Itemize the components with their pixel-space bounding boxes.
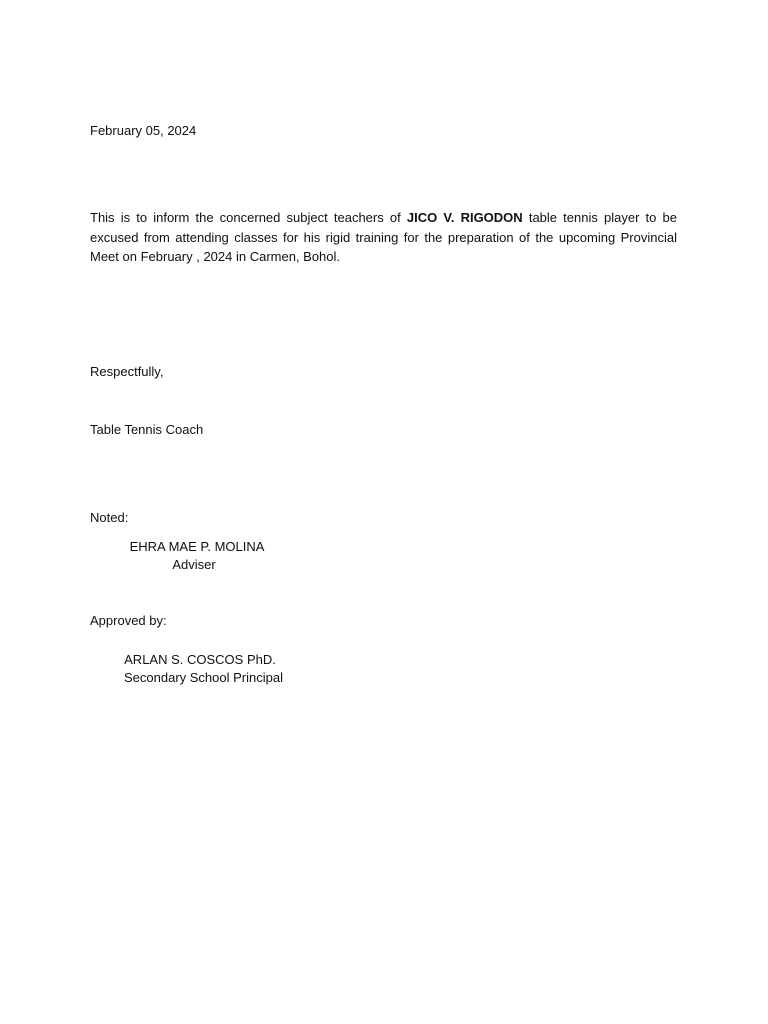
approved-by-label: Approved by: [90,613,167,628]
adviser-name: EHRA MAE P. MOLINA [129,539,265,554]
closing-salutation: Respectfully, [90,364,164,379]
body-rest-text: table tennis player to be excused from attending classes for his rigid training for the preparation of the upcoming Provincial Meet on February , 2024 in Carmen, Bohol. [90,210,677,264]
principal-name: ARLAN S. COSCOS PhD. [124,652,276,667]
letter-date: February 05, 2024 [90,123,197,138]
adviser-role: Adviser [172,557,216,572]
body-intro-text: This is to inform the concerned subject teachers of [90,210,407,225]
student-name: JICO V. RIGODON [406,210,523,225]
letter-body [90,208,677,267]
principal-role: Secondary School Principal [124,670,283,685]
signatory-title: Table Tennis Coach [90,422,204,437]
noted-label: Noted: [90,510,129,525]
